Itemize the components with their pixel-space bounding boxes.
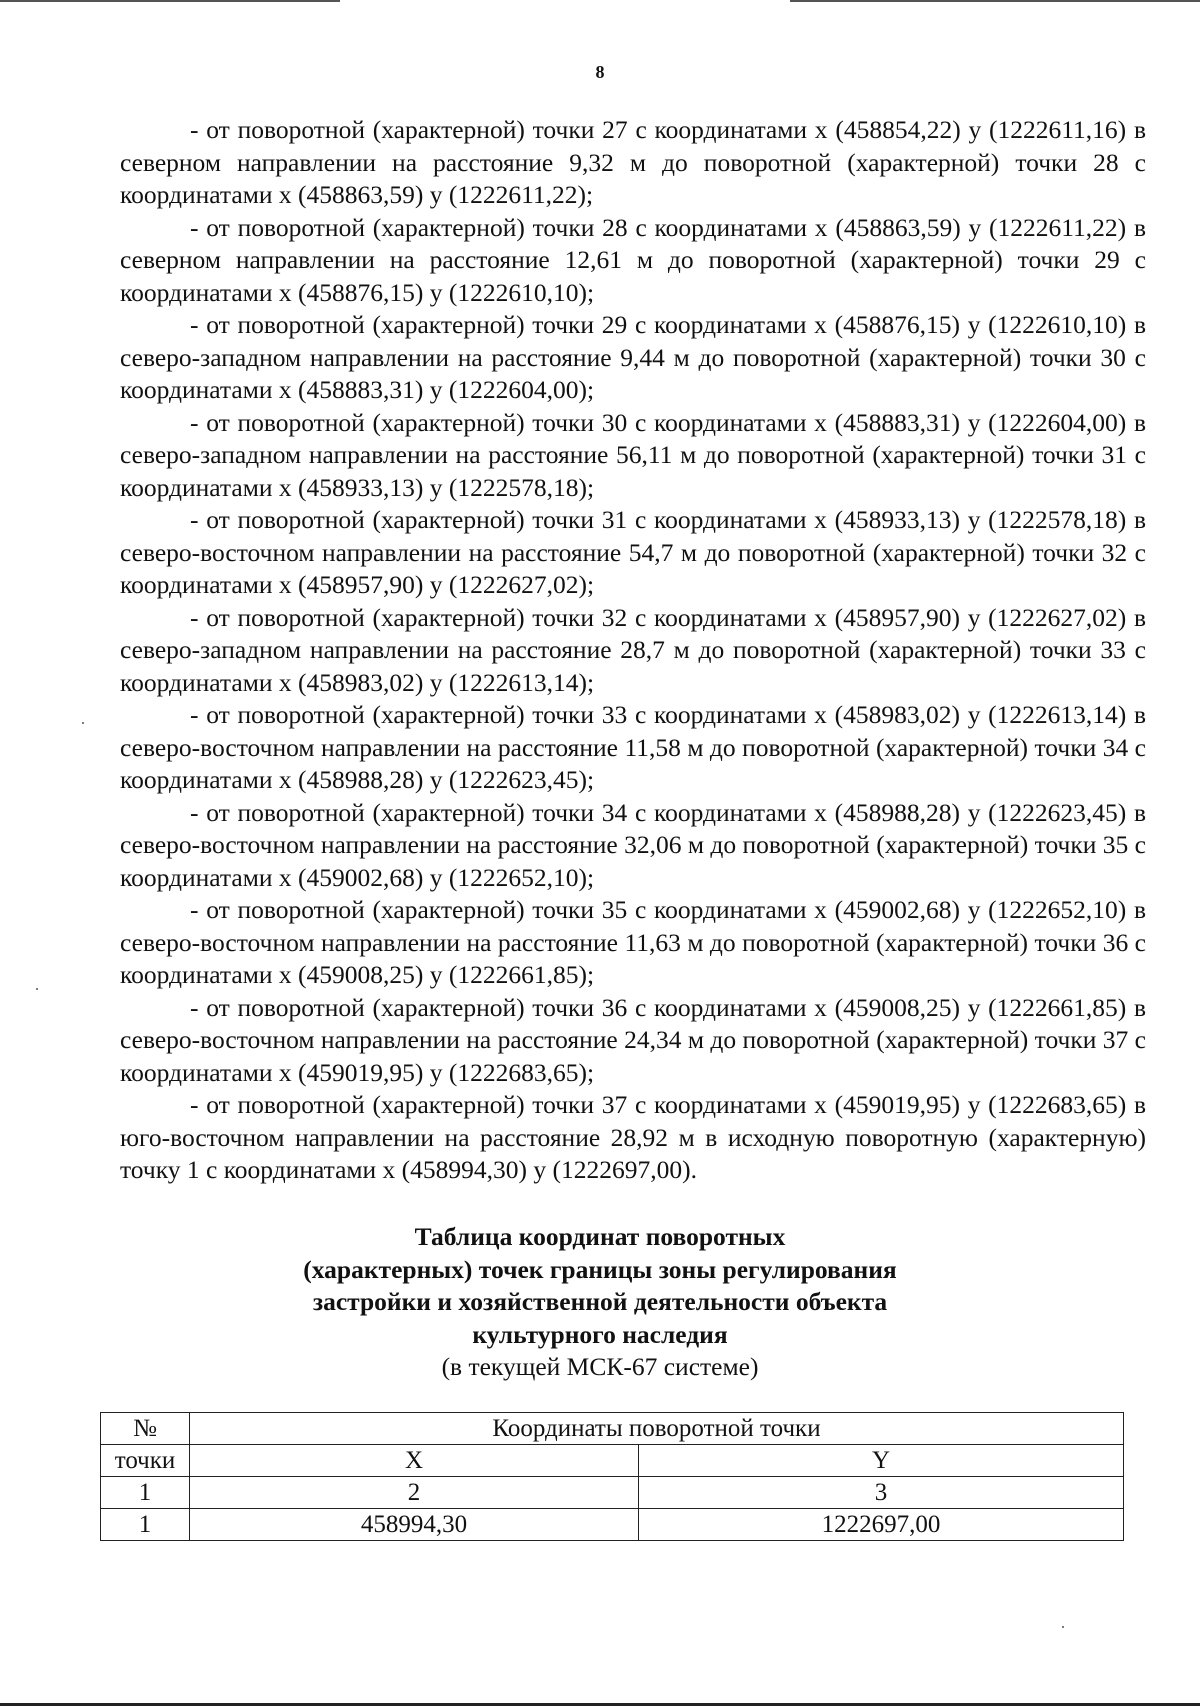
boundary-segment-paragraph: - от поворотной (характерной) точки 27 с координатами х (458854,22) у (1222611,16) в северном направлении на расстояние 9,32 м до поворотной (характерной) точки 28 с координатами х (458863,59) у (1222611,22); <box>120 115 1146 209</box>
table-cell-y: 1222697,00 <box>639 1509 1124 1541</box>
table-title-line: застройки и хозяйственной деятельности объекта <box>312 1287 888 1316</box>
boundary-segment-paragraph: - от поворотной (характерной) точки 33 с координатами х (458983,02) у (1222613,14) в северо-восточном направлении на расстояние 11,58 м до поворотной (характерной) точки 34 с координатами х (458988,28) у (1222623,45); <box>120 700 1146 794</box>
table-row <box>101 1509 1124 1541</box>
table-title-line: (характерных) точек границы зоны регулирования <box>303 1254 897 1284</box>
header-coordinates: Координаты поворотной точки <box>190 1413 1124 1445</box>
table-cell-num: 1 <box>101 1509 190 1541</box>
boundary-segment-paragraph: - от поворотной (характерной) точки 28 с координатами х (458863,59) у (1222611,22) в северном направлении на расстояние 12,61 м до поворотной (характерной) точки 29 с координатами х (458876,15) у (1222610,10); <box>120 212 1146 307</box>
table-cell-x: 458994,30 <box>190 1509 639 1541</box>
scan-speck <box>82 722 84 724</box>
boundary-segment-paragraph: - от поворотной (характерной) точки 36 с координатами х (459008,25) у (1222661,85) в северо-восточном направлении на расстояние 24,34 м до поворотной (характерной) точки 37 с координатами х (459019,95) у (1222683,65); <box>120 992 1146 1087</box>
boundary-segment-paragraph: - от поворотной (характерной) точки 31 с координатами х (458933,13) у (1222578,18) в северо-восточном направлении на расстояние 54,7 м до поворотной (характерной) точки 32 с координатами х (458957,90) у (1222627,02); <box>120 505 1146 599</box>
table-title-line: культурного наследия <box>472 1319 728 1349</box>
scan-edge-top <box>0 0 1200 2</box>
body-text <box>120 114 1146 1187</box>
page-number: 8 <box>595 62 605 82</box>
table-cell: 3 <box>639 1477 1124 1509</box>
table-title <box>0 1221 1200 1384</box>
table-cell: 2 <box>190 1477 639 1509</box>
boundary-segment-paragraph: - от поворотной (характерной) точки 29 с координатами х (458876,15) у (1222610,10) в северо-западном направлении на расстояние 9,44 м до поворотной (характерной) точки 30 с координатами х (458883,31) у (1222604,00); <box>120 310 1146 404</box>
boundary-segment-paragraph: - от поворотной (характерной) точки 32 с координатами х (458957,90) у (1222627,02) в северо-западном направлении на расстояние 28,7 м до поворотной (характерной) точки 33 с координатами х (458983,02) у (1222613,14); <box>120 602 1146 697</box>
table-header-row <box>101 1413 1124 1445</box>
table-cell: 1 <box>101 1477 190 1509</box>
coordinates-table <box>100 1412 1124 1541</box>
boundary-segment-paragraph: - от поворотной (характерной) точки 35 с координатами х (459002,68) у (1222652,10) в северо-восточном направлении на расстояние 11,63 м до поворотной (характерной) точки 36 с координатами х (459008,25) у (1222661,85); <box>120 895 1146 989</box>
scan-speck <box>1062 1626 1064 1628</box>
table-index-row <box>101 1477 1124 1509</box>
header-x: X <box>190 1445 639 1477</box>
boundary-segment-paragraph: - от поворотной (характерной) точки 37 с координатами х (459019,95) у (1222683,65) в юго-восточном направлении на расстояние 28,92 м в исходную поворотную (характерную) точку 1 с координатами х (458994,30) у (1222697,00). <box>120 1090 1146 1184</box>
scan-speck <box>36 988 38 990</box>
header-num-bottom: точки <box>101 1445 190 1477</box>
table-title-line: Таблица координат поворотных <box>414 1222 786 1251</box>
header-y: Y <box>639 1445 1124 1477</box>
boundary-segment-paragraph: - от поворотной (характерной) точки 30 с координатами х (458883,31) у (1222604,00) в северо-западном направлении на расстояние 56,11 м до поворотной (характерной) точки 31 с координатами х (458933,13) у (1222578,18); <box>120 407 1146 502</box>
table-header-row <box>101 1445 1124 1477</box>
boundary-segment-paragraph: - от поворотной (характерной) точки 34 с координатами х (458988,28) у (1222623,45) в северо-восточном направлении на расстояние 32,06 м до поворотной (характерной) точки 35 с координатами х (459002,68) у (1222652,10); <box>120 797 1146 892</box>
table-subtitle: (в текущей МСК-67 системе) <box>441 1352 759 1381</box>
header-num-top: № <box>101 1413 190 1445</box>
